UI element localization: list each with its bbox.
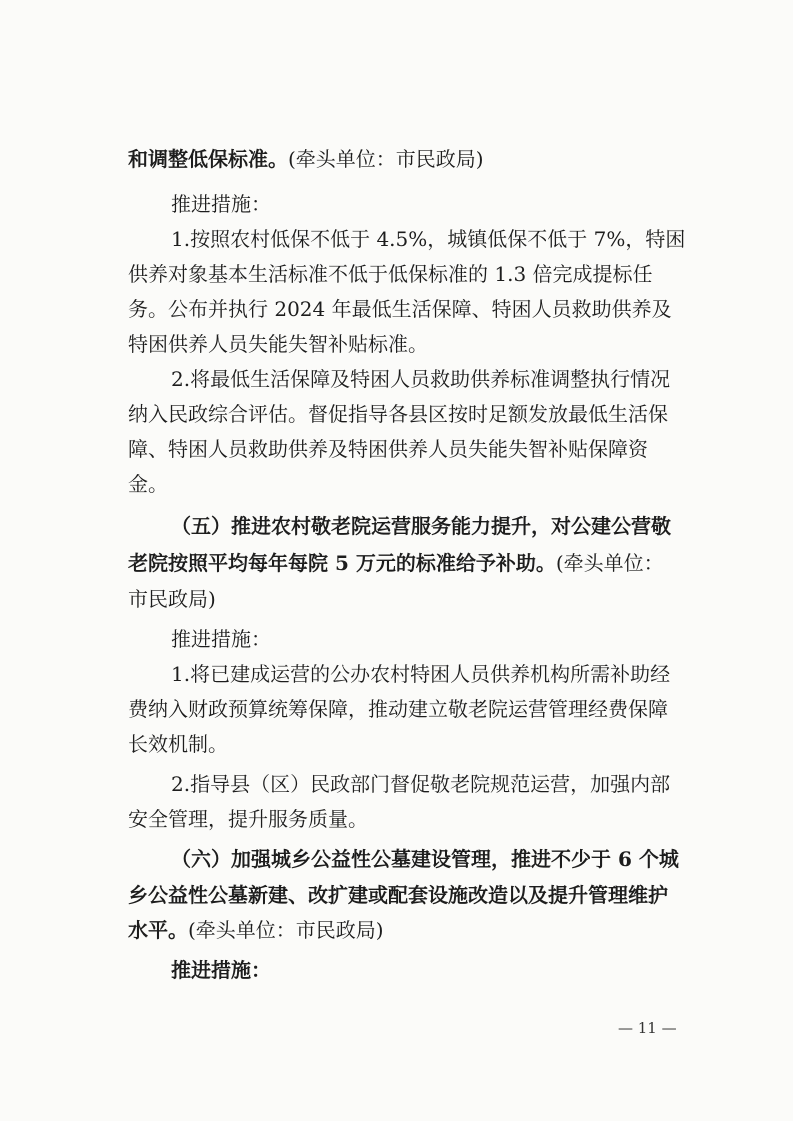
text-line — [128, 550, 664, 576]
text-line: 特困供养人员失能失智补贴标准。 — [128, 332, 428, 356]
page-number: — 11 — — [618, 1019, 677, 1037]
text-line: 推进措施： — [171, 192, 271, 216]
text-line: 费纳入财政预算统筹保障，推动建立敬老院运营管理经费保障 — [128, 697, 668, 721]
text-line: 安全管理，提升服务质量。 — [128, 807, 368, 831]
text-normal: (牵头单位：市民政局) — [188, 918, 384, 942]
text-line: 市民政局) — [128, 587, 216, 611]
section-heading: （五）推进农村敬老院运营服务能力提升，对公建公营敬 — [171, 514, 671, 538]
text-bold: 老院按照平均每年每院 5 万元的标准给予补助。 — [128, 551, 556, 575]
text-line: 1.将已建成运营的公办农村特困人员供养机构所需补助经 — [171, 662, 671, 686]
section-heading: 乡公益性公墓新建、改扩建或配套设施改造以及提升管理维护 — [128, 883, 668, 907]
text-line: 1.按照农村低保不低于 4.5%，城镇低保不低于 7%，特困 — [171, 227, 686, 251]
text-normal: (牵头单位： — [555, 551, 664, 575]
text-line: 2.指导县（区）民政部门督促敬老院规范运营，加强内部 — [171, 772, 671, 796]
text-line: 供养对象基本生活标准不低于低保标准的 1.3 倍完成提标任 — [128, 262, 653, 286]
text-line — [128, 146, 484, 172]
text-line: 金。 — [128, 472, 168, 496]
text-line: 推进措施： — [171, 627, 271, 651]
text-line: 障、特困人员救助供养及特困供养人员失能失智补贴保障资 — [128, 437, 648, 461]
text-line — [128, 917, 384, 943]
text-line: 务。公布并执行 2024 年最低生活保障、特困人员救助供养及 — [128, 297, 672, 321]
text-line: 纳入民政综合评估。督促指导各县区按时足额发放最低生活保 — [128, 402, 668, 426]
text-bold: 和调整低保标准。 — [128, 147, 288, 171]
section-heading: （六）加强城乡公益性公墓建设管理，推进不少于 6 个城 — [171, 847, 679, 871]
text-normal: (牵头单位：市民政局) — [288, 147, 484, 171]
text-line: 长效机制。 — [128, 732, 228, 756]
text-line: 2.将最低生活保障及特困人员救助供养标准调整执行情况 — [171, 367, 671, 391]
text-bold: 水平。 — [128, 918, 188, 942]
text-line: 推进措施： — [171, 958, 271, 982]
